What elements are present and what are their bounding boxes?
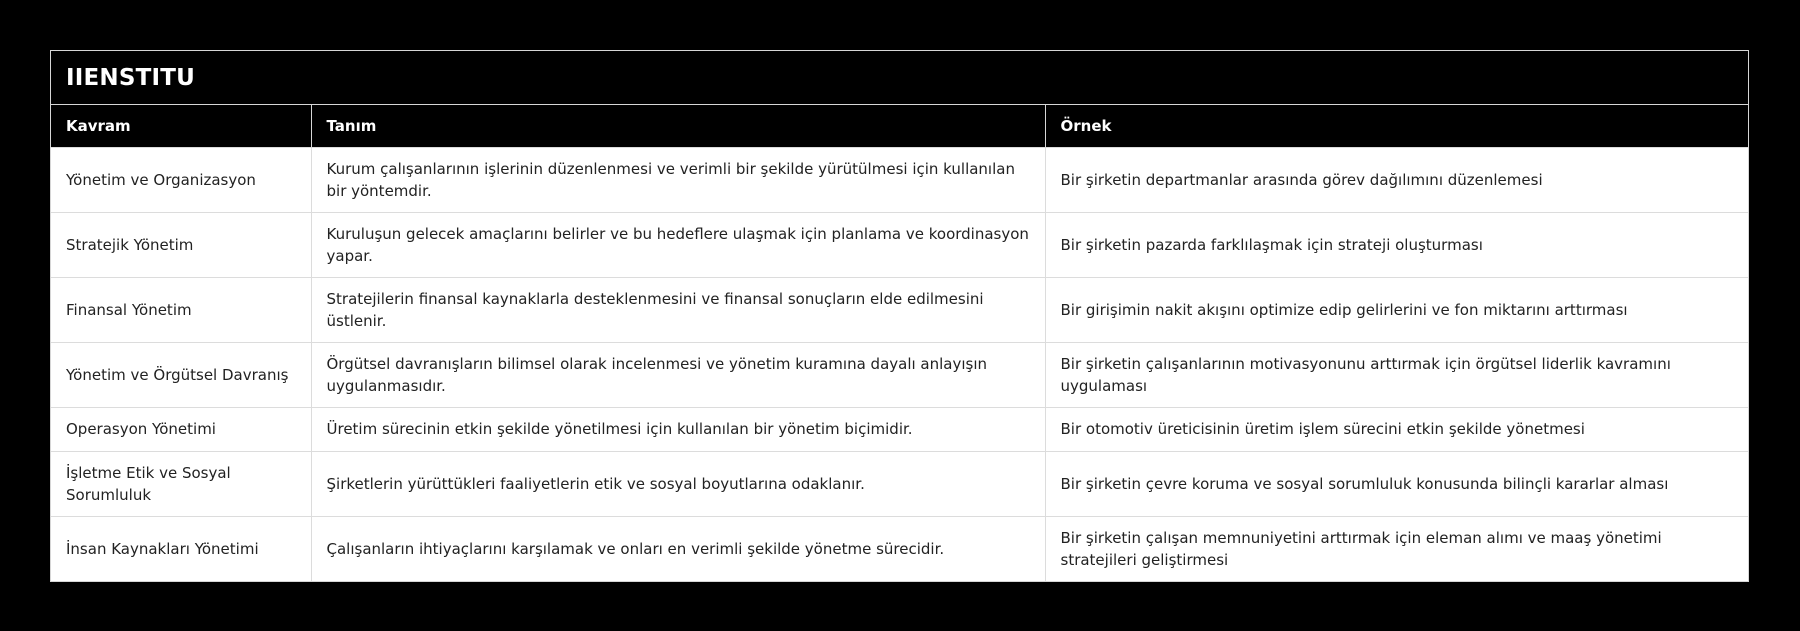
cell-ornek: Bir şirketin çalışan memnuniyetini arttırmak için eleman alımı ve maaş yönetimi stratejileri geliştirmesi <box>1045 516 1748 581</box>
concepts-table <box>50 50 1749 582</box>
cell-tanim: Örgütsel davranışların bilimsel olarak incelenmesi ve yönetim kuramına dayalı anlayışın uygulanmasıdır. <box>311 342 1045 407</box>
table-row <box>51 451 1748 516</box>
table-row <box>51 277 1748 342</box>
cell-kavram: İşletme Etik ve Sosyal Sorumluluk <box>51 451 311 516</box>
cell-ornek: Bir şirketin pazarda farklılaşmak için strateji oluşturması <box>1045 212 1748 277</box>
cell-kavram: Finansal Yönetim <box>51 277 311 342</box>
cell-kavram: Stratejik Yönetim <box>51 212 311 277</box>
cell-kavram: Yönetim ve Organizasyon <box>51 147 311 212</box>
cell-ornek: Bir şirketin departmanlar arasında görev dağılımını düzenlemesi <box>1045 147 1748 212</box>
table-row <box>51 516 1748 581</box>
cell-tanim: Kurum çalışanlarının işlerinin düzenlenmesi ve verimli bir şekilde yürütülmesi için kullanılan bir yöntemdir. <box>311 147 1045 212</box>
table-grid <box>51 105 1748 581</box>
cell-kavram: İnsan Kaynakları Yönetimi <box>51 516 311 581</box>
cell-tanim: Çalışanların ihtiyaçlarını karşılamak ve onları en verimli şekilde yönetme sürecidir. <box>311 516 1045 581</box>
table-row <box>51 212 1748 277</box>
table-row <box>51 342 1748 407</box>
cell-tanim: Şirketlerin yürüttükleri faaliyetlerin etik ve sosyal boyutlarına odaklanır. <box>311 451 1045 516</box>
table-row <box>51 147 1748 212</box>
cell-kavram: Operasyon Yönetimi <box>51 407 311 451</box>
cell-ornek: Bir şirketin çevre koruma ve sosyal sorumluluk konusunda bilinçli kararlar alması <box>1045 451 1748 516</box>
cell-tanim: Üretim sürecinin etkin şekilde yönetilmesi için kullanılan bir yönetim biçimidir. <box>311 407 1045 451</box>
column-header-kavram: Kavram <box>51 105 311 147</box>
header-row <box>51 105 1748 147</box>
cell-ornek: Bir otomotiv üreticisinin üretim işlem sürecini etkin şekilde yönetmesi <box>1045 407 1748 451</box>
cell-kavram: Yönetim ve Örgütsel Davranış <box>51 342 311 407</box>
column-header-tanim: Tanım <box>311 105 1045 147</box>
table-row <box>51 407 1748 451</box>
cell-tanim: Kuruluşun gelecek amaçlarını belirler ve bu hedeflere ulaşmak için planlama ve koordinasyon yapar. <box>311 212 1045 277</box>
column-header-ornek: Örnek <box>1045 105 1748 147</box>
table-title: IIENSTITU <box>51 51 1748 105</box>
cell-ornek: Bir şirketin çalışanlarının motivasyonunu arttırmak için örgütsel liderlik kavramını uygulaması <box>1045 342 1748 407</box>
cell-ornek: Bir girişimin nakit akışını optimize edip gelirlerini ve fon miktarını arttırması <box>1045 277 1748 342</box>
cell-tanim: Stratejilerin finansal kaynaklarla desteklenmesini ve finansal sonuçların elde edilmesini üstlenir. <box>311 277 1045 342</box>
